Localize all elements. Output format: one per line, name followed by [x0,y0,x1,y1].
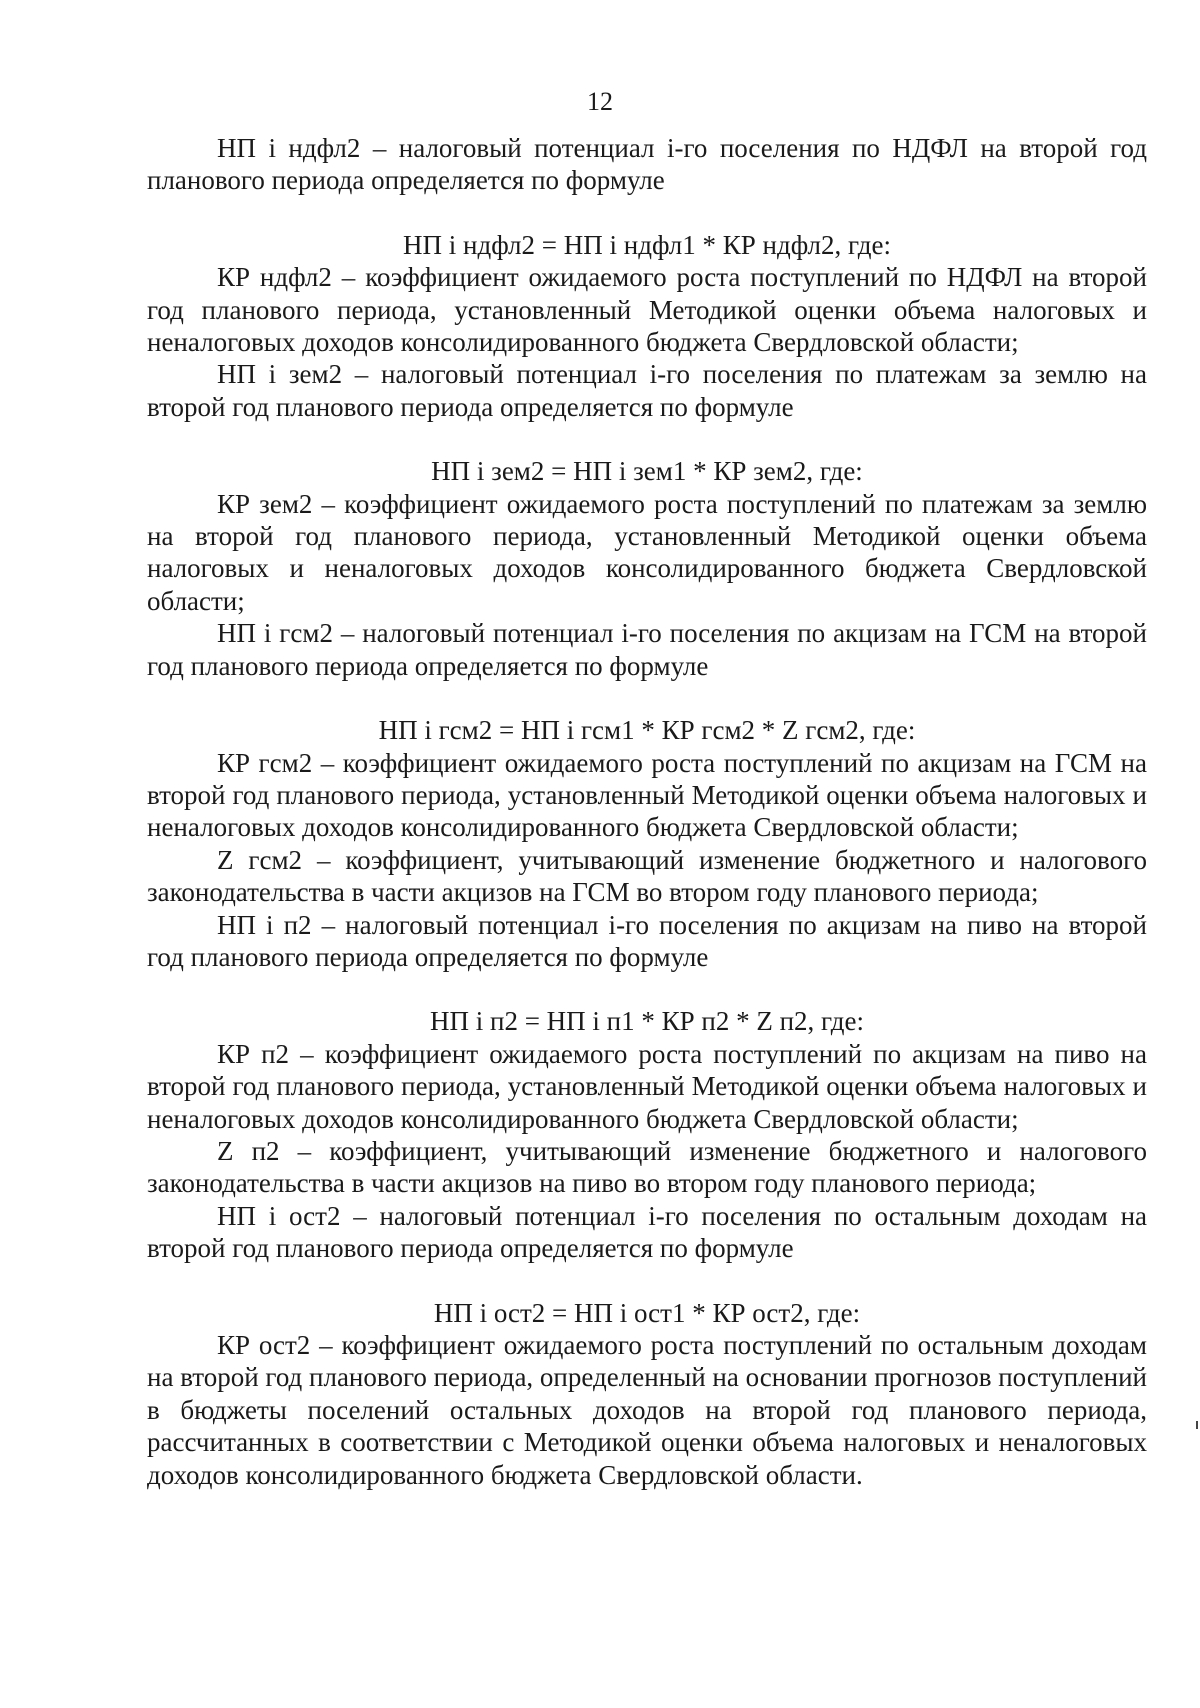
formula-np-p2: НП i п2 = НП i п1 * КР п2 * Z п2, где: [430,1006,864,1037]
paragraph-kr-zem2: КР зем2 – коэффициент ожидаемого роста поступлений по платежам за землю на второй год планового периода, установленный Методикой оценки объема налоговых и неналоговых доходов консолидированного бюджета Свердловской области; [147,488,1147,616]
paragraph-kr-p2: КР п2 – коэффициент ожидаемого роста поступлений по акцизам на пиво на второй год планового периода, установленный Методикой оценки объема налоговых и неналоговых доходов консолидированного бюджета Свердловской области; [147,1038,1147,1134]
paragraph-np-p2: НП i п2 – налоговый потенциал i-го поселения по акцизам на пиво на второй год планового периода определяется по формуле [147,909,1147,972]
formula-np-ndfl2: НП i ндфл2 = НП i ндфл1 * КР ндфл2, где: [403,229,891,260]
paragraph-kr-ndfl2: КР ндфл2 – коэффициент ожидаемого роста поступлений по НДФЛ на второй год планового периода, установленный Методикой оценки объема налоговых и неналоговых доходов консолидированного бюджета Свердловской области; [147,262,1147,358]
page-number: 12 [587,87,613,116]
formula-np-gsm2: НП i гсм2 = НП i гсм1 * КР гсм2 * Z гсм2, где: [378,715,916,746]
paragraph-z-p2: Z п2 – коэффициент, учитывающий изменение бюджетного и налогового законодательства в части акцизов на пиво во втором году планового периода; [147,1135,1147,1199]
scan-speck [1196,1421,1198,1429]
paragraph-kr-ost2: КР ост2 – коэффициент ожидаемого роста поступлений по остальным доходам на второй год планового периода, определенный на основании прогнозов поступлений в бюджеты поселений остальных доходов на второй год планового периода, рассчитанных в соответствии с Методикой оценки объема налоговых и неналоговых доходов консолидированного бюджета Свердловской области. [147,1330,1147,1490]
formula-np-ost2: НП i ост2 = НП i ост1 * КР ост2, где: [433,1297,861,1328]
paragraph-z-gsm2: Z гсм2 – коэффициент, учитывающий изменение бюджетного и налогового законодательства в части акцизов на ГСМ во втором году планового периода; [147,844,1147,908]
document-body [147,132,1147,1491]
paragraph-np-gsm2: НП i гсм2 – налоговый потенциал i-го поселения по акцизам на ГСМ на второй год планового периода определяется по формуле [147,618,1147,681]
paragraph-kr-gsm2: КР гсм2 – коэффициент ожидаемого роста поступлений по акцизам на ГСМ на второй год планового периода, установленный Методикой оценки объема налоговых и неналоговых доходов консолидированного бюджета Свердловской области; [147,747,1147,843]
paragraph-np-ndfl2: НП i ндфл2 – налоговый потенциал i-го поселения по НДФЛ на второй год планового периода определяется по формуле [147,133,1147,196]
paragraph-np-ost2: НП i ост2 – налоговый потенциал i-го поселения по остальным доходам на второй год планового периода определяется по формуле [147,1200,1147,1264]
paragraph-np-zem2: НП i зем2 – налоговый потенциал i-го поселения по платежам за землю на второй год планового периода определяется по формуле [147,359,1147,422]
formula-np-zem2: НП i зем2 = НП i зем1 * КР зем2, где: [431,456,863,487]
